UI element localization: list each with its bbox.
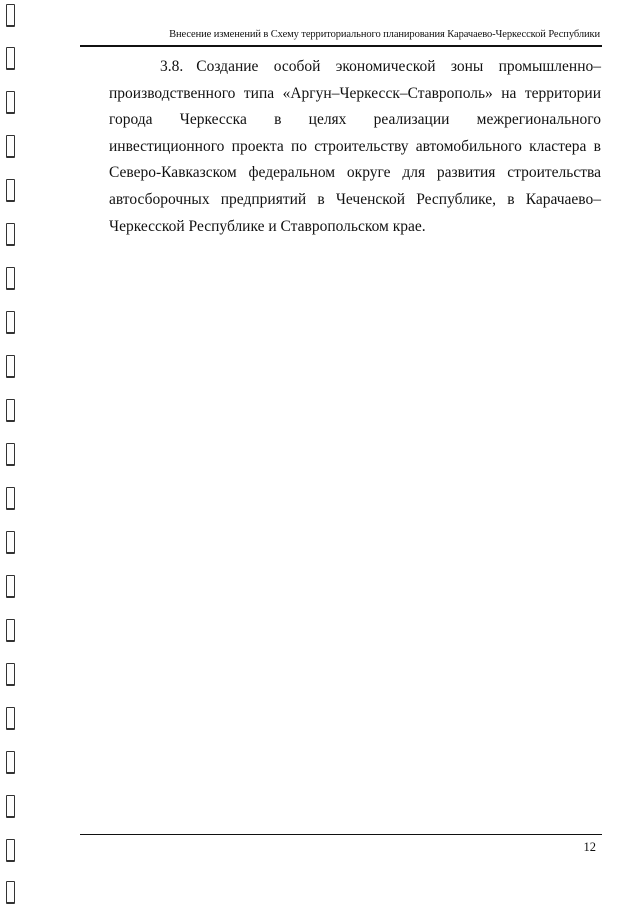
binding-hole <box>6 223 15 246</box>
running-header: Внесение изменений в Схему территориального планирования Карачаево-Черкесской Республики <box>169 29 600 40</box>
footer-rule <box>80 834 602 835</box>
item-number: 3.8. <box>160 58 184 75</box>
binding-hole <box>6 531 15 554</box>
binding-hole <box>6 487 15 510</box>
binding-hole <box>6 839 15 862</box>
binding-hole <box>6 179 15 202</box>
binding-hole <box>6 399 15 422</box>
binding-hole <box>6 795 15 818</box>
header-rule <box>80 45 602 47</box>
binding-hole <box>6 135 15 158</box>
binding-hole <box>6 663 15 686</box>
binding-hole <box>6 91 15 114</box>
paragraph-3-8 <box>109 54 601 240</box>
binding-hole <box>6 707 15 730</box>
binding-hole <box>6 267 15 290</box>
binding-hole <box>6 619 15 642</box>
binding-hole <box>6 4 15 27</box>
binding-hole <box>6 443 15 466</box>
binding-hole <box>6 881 15 904</box>
page-number: 12 <box>583 840 596 854</box>
paragraph-text: Создание особой экономической зоны промышленно–производственного типа «Аргун–Черкесск–Ставрополь» на территории города Черкесска в целях реализации межрегионального инвестиционного проекта по строительству автомобильного кластера в Северо-Кавказском федеральном округе для развития строительства автосборочных предприятий в Чеченской Республике, в Карачаево–Черкесской Республике и Ставропольском крае. <box>109 58 601 235</box>
binding-hole <box>6 355 15 378</box>
binding-strip <box>5 0 19 905</box>
binding-hole <box>6 751 15 774</box>
binding-hole <box>6 47 15 70</box>
binding-hole <box>6 575 15 598</box>
binding-hole <box>6 311 15 334</box>
